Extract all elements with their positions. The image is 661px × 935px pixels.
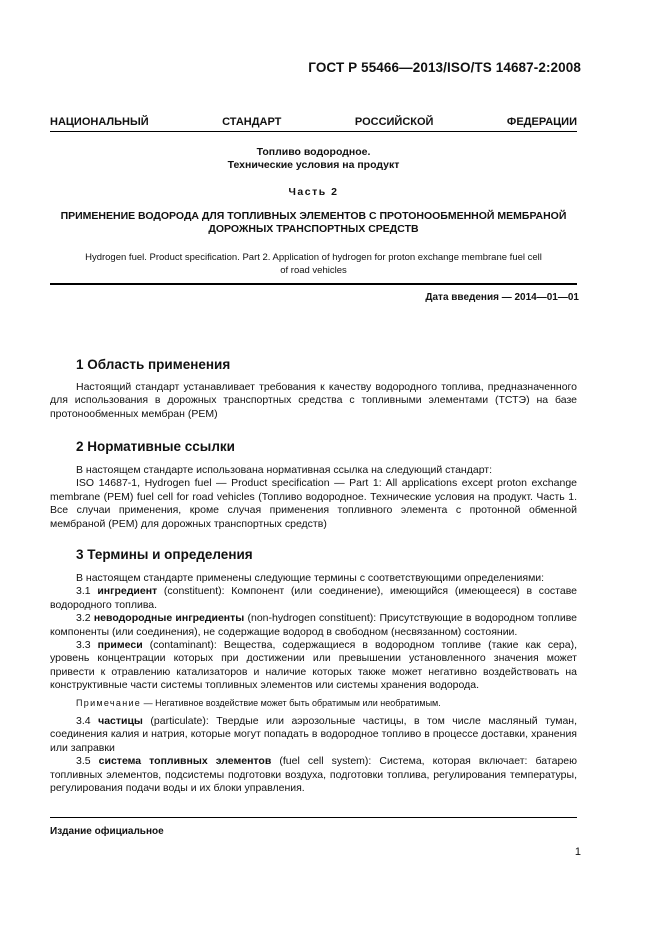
- term-number: 3.4: [76, 715, 91, 728]
- term-definition: (contaminant): Вещества, содержащиеся в водородном топливе (такие как сера), уровень концентрации которых при достижении или превышении установленного значения может привести к отравлению катализаторов и наличие которых также может негативно воздействовать на конструктивные части системы топливных элементов или системы хранения водорода.: [50, 639, 578, 692]
- standard-code: ГОСТ Р 55466—2013/ISO/TS 14687-2:2008: [308, 60, 581, 75]
- english-title-line-1: Hydrogen fuel. Product specification. Part 2. Application of hydrogen for proton exchange membrane fuel cell: [85, 252, 542, 263]
- note-text: — Негативное воздействие может быть обратимым или необратимым.: [141, 697, 441, 708]
- official-edition-label: Издание официальное: [50, 826, 164, 837]
- term-name: неводородные ингредиенты: [93, 612, 245, 625]
- term-number: 3.2: [76, 612, 91, 625]
- section-2-heading: 2 Нормативные ссылки: [76, 439, 235, 454]
- term-3-5: [50, 755, 577, 795]
- term-3-4: [50, 715, 577, 755]
- main-title-line-1: ПРИМЕНЕНИЕ ВОДОРОДА ДЛЯ ТОПЛИВНЫХ ЭЛЕМЕНТОВ С ПРОТОНООБМЕННОЙ МЕМБРАНОЙ: [60, 210, 567, 222]
- term-3-2: [50, 612, 577, 639]
- section-3-heading: 3 Термины и определения: [76, 547, 253, 562]
- main-title-line-2: ДОРОЖНЫХ ТРАНСПОРТНЫХ СРЕДСТВ: [208, 223, 419, 235]
- section-1-heading: 1 Область применения: [76, 357, 231, 372]
- page-number: 1: [574, 846, 581, 858]
- term-name: примеси: [97, 639, 143, 652]
- section-1-text: Настоящий стандарт устанавливает требования к качеству водородного топлива, предназначенного для использования в дорожных транспортных средства с топливными элементами (ТСТЭ) на базе протонообменных мембран (PEM): [50, 381, 577, 420]
- part-label: Часть 2: [288, 186, 339, 198]
- term-definition: (non-hydrogen constituent): Присутствующие в водородном топливе компоненты (или соединения), не содержащие водород в свободном (несвязанном) состоянии.: [50, 612, 577, 638]
- section-3-intro: В настоящем стандарте применены следующие термины с соответствующими определениями:: [76, 572, 545, 584]
- term-3-3: [50, 639, 577, 693]
- section-2-body: [50, 464, 577, 531]
- introduction-date: Дата введения — 2014—01—01: [425, 292, 579, 303]
- term-number: 3.1: [76, 585, 91, 598]
- title-rule: [50, 283, 577, 285]
- term-definition: (particulate): Твердые или аэрозольные частицы, в том числе масляный туман, соединения калия и натрия, которые могут попадать в водородное топливо в процессе доставки, хранения или заправки: [50, 715, 577, 754]
- note: [50, 697, 577, 710]
- term-number: 3.3: [76, 639, 91, 652]
- note-label: Примечание: [76, 697, 142, 708]
- term-name: система топливных элементов: [98, 755, 272, 768]
- term-number: 3.5: [76, 755, 91, 768]
- footer-rule: [50, 817, 577, 818]
- term-name: ингредиент: [97, 585, 158, 598]
- section-2-p2: ISO 14687-1, Hydrogen fuel — Product specification — Part 1: All applications except proton exchange membrane (PEM) fuel cell for road vehicles (Топливо водородное. Технические условия на продукт. Часть 1. Все случаи применения, кроме случая применения топливного элемента с протонной обменной мембраной (PEM) для дорожных транспортных средств): [50, 477, 577, 530]
- term-3-1: [50, 585, 577, 612]
- header-rule: [50, 131, 577, 132]
- english-title-line-2: of road vehicles: [280, 264, 347, 276]
- term-definition: (fuel cell system): Система, которая включает: батарею топливных элементов, подсистемы подготовки воздуха, подготовки топлива, регулирования температуры, регулирования подачи воды и их блоки управления.: [50, 755, 577, 795]
- term-definition: (constituent): Компонент (или соединение), имеющийся (имеющееся) в составе водородного топлива.: [50, 585, 578, 611]
- national-standard-banner: НАЦИОНАЛЬНЫЙ СТАНДАРТ РОССИЙСКОЙ ФЕДЕРАЦИИ: [50, 116, 577, 128]
- section-1-body: [50, 381, 577, 421]
- title-line-1: Топливо водородное.: [256, 146, 371, 158]
- section-2-p1: В настоящем стандарте использована нормативная ссылка на следующий стандарт:: [76, 464, 493, 476]
- title-line-2: Технические условия на продукт: [227, 159, 400, 171]
- english-title: [70, 252, 557, 277]
- title-ru: [50, 146, 577, 172]
- section-3-body: [50, 572, 577, 796]
- term-name: частицы: [98, 715, 143, 728]
- main-title: [50, 210, 577, 236]
